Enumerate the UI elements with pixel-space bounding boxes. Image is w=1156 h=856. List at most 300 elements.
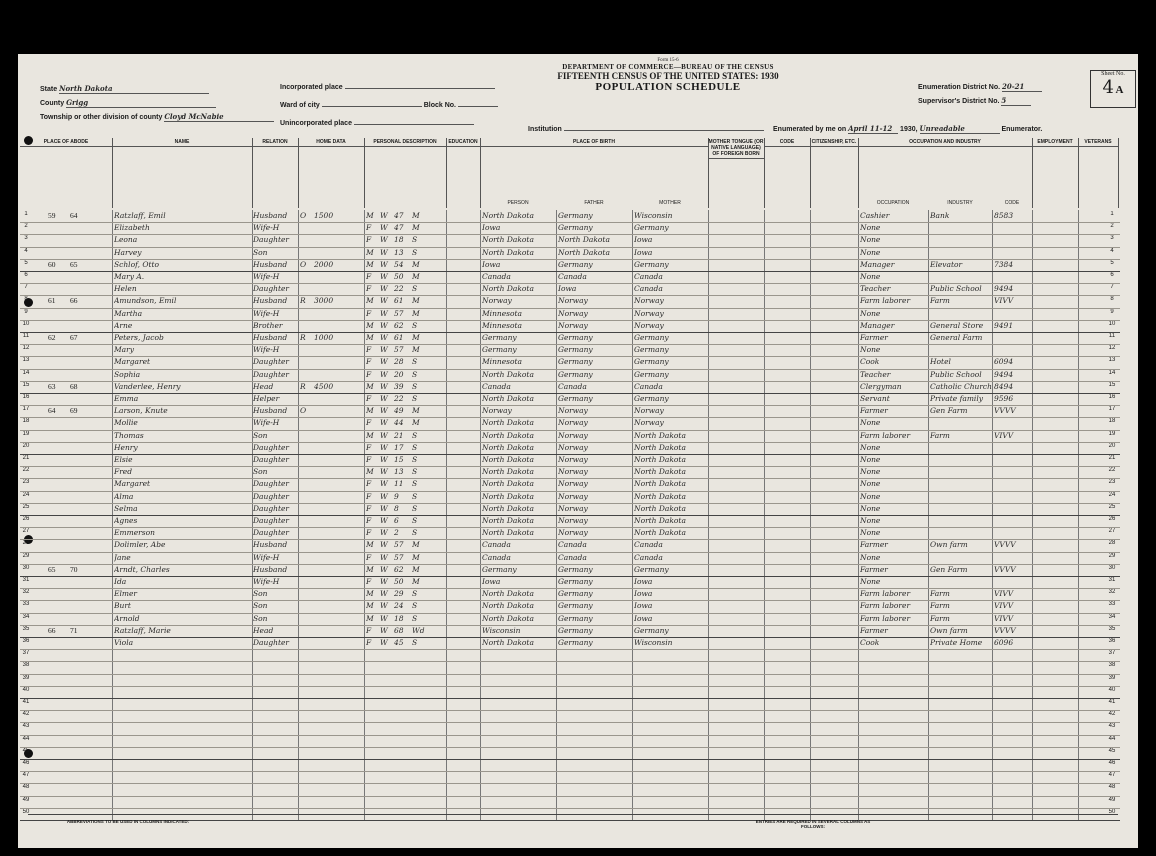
cell-race: W: [380, 418, 388, 428]
cell-n: 8: [24, 296, 28, 303]
cell-age: 39: [394, 381, 404, 391]
cell-fam: 68: [70, 381, 78, 391]
cell-ind: Public School: [930, 369, 982, 379]
cell-pob: North Dakota: [482, 613, 534, 623]
cell-fam: 66: [70, 296, 78, 306]
cell-mpob: Norway: [634, 296, 664, 306]
cell-pob: North Dakota: [482, 491, 534, 501]
cell-rel: Wife-H: [253, 308, 280, 318]
colgroup-label: PLACE OF ABODE: [20, 138, 112, 147]
cell-name: Margaret: [114, 357, 151, 367]
cell-occ: Farmer: [860, 333, 888, 342]
cell-dw: 61: [48, 296, 56, 306]
cell-occ: None: [860, 345, 881, 355]
cell-ind: Catholic Church: [930, 381, 992, 391]
cell-pob: Minnesota: [482, 357, 523, 367]
cell-val: 4500: [314, 381, 334, 391]
cell-mar: S: [412, 381, 418, 391]
cell-race: W: [380, 625, 388, 635]
cell-rel: Daughter: [253, 235, 289, 245]
cell-dw: 65: [48, 564, 56, 574]
cell-n: 46: [22, 760, 30, 766]
cell-line-number-right: 31: [1108, 577, 1116, 583]
cell-pob: Germany: [482, 333, 517, 342]
cell-sex: M: [366, 613, 374, 623]
cell-line-number-right: 35: [1108, 625, 1116, 632]
enumerated-field: [773, 124, 1042, 134]
cell-mpob: Germany: [634, 564, 669, 574]
cell-sex: F: [366, 455, 372, 464]
cell-age: 18: [394, 613, 404, 623]
cell-mar: S: [412, 589, 418, 599]
cell-fam: 64: [70, 211, 78, 220]
cell-line-number-right: 28: [1108, 540, 1116, 547]
cell-n: 13: [22, 357, 30, 364]
cell-dw: 62: [48, 333, 56, 342]
cell-line-number-right: 9: [1110, 308, 1114, 315]
cell-name: Arndt, Charles: [114, 564, 170, 574]
cell-line-number-right: 48: [1108, 784, 1116, 791]
cell-race: W: [380, 589, 388, 599]
cell-n: 36: [22, 638, 30, 644]
cell-ind: Private Home: [930, 638, 983, 647]
cell-occ: Farmer: [860, 564, 888, 574]
institution-field: [528, 126, 764, 133]
cell-sex: F: [366, 223, 372, 233]
cell-pob: Iowa: [482, 259, 501, 269]
cell-ind: Private family: [930, 394, 983, 403]
cell-name: Viola: [114, 638, 134, 647]
cell-race: W: [380, 345, 388, 355]
cell-mar: S: [412, 503, 418, 513]
cell-sex: F: [366, 272, 372, 281]
cell-rel: Son: [253, 247, 268, 257]
cell-pob: North Dakota: [482, 211, 534, 220]
cell-mpob: Norway: [634, 320, 664, 330]
cell-mar: Wd: [412, 625, 425, 635]
cell-name: Mollie: [114, 418, 138, 428]
cell-fpob: Norway: [558, 467, 588, 477]
cell-name: Emma: [114, 394, 139, 403]
cell-mar: M: [412, 296, 420, 306]
cell-race: W: [380, 211, 388, 220]
cell-age: 6: [394, 516, 399, 525]
cell-mar: S: [412, 235, 418, 245]
cell-fpob: Germany: [558, 394, 593, 403]
cell-age: 21: [394, 430, 404, 440]
cell-fpob: Norway: [558, 320, 588, 330]
cell-mar: M: [412, 223, 420, 233]
cell-code: 9494: [994, 369, 1014, 379]
cell-name: Thomas: [114, 430, 144, 440]
cell-mpob: Norway: [634, 308, 664, 318]
cell-sex: M: [366, 211, 374, 220]
cell-val: 2000: [314, 259, 334, 269]
cell-rel: Daughter: [253, 284, 289, 294]
cell-pob: Germany: [482, 345, 517, 355]
cell-n: 32: [22, 589, 30, 596]
cell-occ: None: [860, 308, 881, 318]
cell-line-number-right: 6: [1110, 272, 1114, 278]
enumerated-year: 1930,: [900, 126, 918, 133]
subhead-mother: MOTHER: [659, 200, 681, 206]
cell-pob: Norway: [482, 296, 512, 306]
cell-race: W: [380, 235, 388, 245]
cell-mpob: North Dakota: [634, 491, 686, 501]
cell-fpob: Canada: [558, 272, 587, 281]
cell-age: 22: [394, 394, 404, 403]
cell-age: 11: [394, 479, 404, 489]
cell-mpob: North Dakota: [634, 528, 686, 538]
cell-mar: S: [412, 613, 418, 623]
cell-n: 7: [24, 284, 28, 291]
cell-rel: Son: [253, 613, 268, 623]
abbrev-note: ABBREVIATIONS TO BE USED IN COLUMNS INDICATED:: [66, 819, 190, 824]
cell-line-number-right: 2: [1110, 223, 1114, 230]
cell-sex: F: [366, 638, 372, 647]
cell-sex: M: [366, 247, 374, 257]
cell-line-number-right: 5: [1110, 259, 1114, 266]
cell-n: 39: [22, 674, 30, 681]
cell-occ: None: [860, 552, 881, 562]
cell-n: 29: [22, 552, 30, 559]
col-veterans: [1078, 138, 1119, 208]
cell-fpob: Germany: [558, 564, 593, 574]
cell-rel: Husband: [253, 564, 288, 574]
cell-age: 18: [394, 235, 404, 245]
cell-mar: M: [412, 259, 420, 269]
cell-fpob: North Dakota: [558, 235, 610, 245]
cell-occ: None: [860, 223, 881, 233]
col-citizenship: [810, 138, 859, 208]
supervisor-field: [918, 96, 1031, 106]
cell-race: W: [380, 247, 388, 257]
cell-line-number-right: 38: [1108, 662, 1116, 669]
cell-code: VVVV: [994, 540, 1016, 550]
cell-age: 57: [394, 540, 404, 550]
cell-occ: Farmer: [860, 406, 888, 416]
cell-name: Amundson, Emil: [114, 296, 177, 306]
ward-value: [322, 106, 422, 107]
cell-age: 61: [394, 296, 404, 306]
cell-mpob: North Dakota: [634, 467, 686, 477]
cell-name: Peters, Jacob: [114, 333, 164, 342]
cell-mar: M: [412, 272, 420, 281]
cell-mpob: Canada: [634, 540, 663, 550]
cell-code: 8583: [994, 211, 1014, 220]
cell-n: 9: [24, 308, 28, 315]
cell-mar: S: [412, 357, 418, 367]
cell-name: Henry: [114, 442, 138, 452]
colgroup-label: EDUCATION: [446, 138, 480, 147]
cell-line-number-right: 40: [1108, 686, 1116, 693]
cell-fpob: Norway: [558, 308, 588, 318]
cell-sex: F: [366, 394, 372, 403]
cell-occ: None: [860, 418, 881, 428]
cell-mar: S: [412, 491, 418, 501]
cell-occ: Farmer: [860, 625, 888, 635]
cell-line-number-right: 26: [1108, 516, 1116, 522]
cell-n: 3: [24, 235, 28, 242]
cell-pob: Canada: [482, 272, 511, 281]
cell-fpob: Norway: [558, 418, 588, 428]
cell-sex: M: [366, 467, 374, 477]
cell-fpob: Germany: [558, 369, 593, 379]
cell-name: Elizabeth: [114, 223, 150, 233]
cell-mar: S: [412, 479, 418, 489]
cell-name: Martha: [114, 308, 143, 318]
cell-race: W: [380, 491, 388, 501]
cell-n: 37: [22, 650, 30, 657]
cell-sex: M: [366, 381, 374, 391]
cell-mpob: Germany: [634, 345, 669, 355]
cell-mar: M: [412, 308, 420, 318]
cell-line-number-right: 21: [1108, 455, 1116, 461]
cell-n: 11: [22, 333, 30, 339]
cell-mpob: Norway: [634, 418, 664, 428]
col-occupation: [858, 138, 1033, 208]
cell-pob: North Dakota: [482, 516, 534, 525]
supervisor-label: Supervisor's District No.: [918, 98, 1000, 105]
cell-code: 8494: [994, 381, 1014, 391]
cell-ind: Farm: [930, 613, 950, 623]
cell-mpob: Iowa: [634, 613, 653, 623]
cell-occ: Servant: [860, 394, 890, 403]
cell-pob: Minnesota: [482, 308, 523, 318]
cell-rel: Wife-H: [253, 577, 280, 586]
cell-rel: Daughter: [253, 442, 289, 452]
cell-home: O: [300, 211, 307, 220]
cell-fam: 70: [70, 564, 78, 574]
cell-line-number-right: 46: [1108, 760, 1116, 766]
cell-n: 30: [22, 564, 30, 571]
cell-sex: F: [366, 357, 372, 367]
cell-sex: M: [366, 564, 374, 574]
cell-pob: North Dakota: [482, 284, 534, 294]
cell-n: 23: [22, 479, 30, 486]
cell-rel: Wife-H: [253, 552, 280, 562]
enum-district-field: [918, 82, 1042, 92]
cell-age: 47: [394, 223, 404, 233]
cell-ind: Farm: [930, 601, 950, 611]
cell-mpob: Iowa: [634, 589, 653, 599]
cell-n: 22: [22, 467, 30, 474]
cell-dw: 64: [48, 406, 56, 416]
unincorporated-value: [354, 124, 474, 125]
cell-pob: North Dakota: [482, 479, 534, 489]
cell-line-number-right: 47: [1108, 772, 1116, 779]
cell-name: Burt: [114, 601, 131, 611]
cell-home: R: [300, 296, 306, 306]
cell-dw: 60: [48, 259, 56, 269]
cell-mar: S: [412, 442, 418, 452]
block-value: [458, 106, 498, 107]
cell-rel: Wife-H: [253, 418, 280, 428]
cell-age: 29: [394, 589, 404, 599]
cell-race: W: [380, 442, 388, 452]
cell-age: 57: [394, 308, 404, 318]
cell-line-number-right: 23: [1108, 479, 1116, 486]
county-value: Grigg: [66, 98, 216, 108]
cell-fpob: Norway: [558, 516, 588, 525]
cell-line-number-right: 22: [1108, 467, 1116, 474]
cell-sex: F: [366, 418, 372, 428]
cell-pob: North Dakota: [482, 638, 534, 647]
cell-fam: 69: [70, 406, 78, 416]
cell-name: Mary A.: [114, 272, 145, 281]
cell-race: W: [380, 381, 388, 391]
cell-n: 19: [22, 430, 30, 437]
cell-mpob: Canada: [634, 552, 663, 562]
township-label: Township or other division of county: [40, 114, 163, 121]
cell-name: Ratzlaff, Emil: [114, 211, 166, 220]
cell-code: 7384: [994, 259, 1014, 269]
subhead-industry: INDUSTRY: [947, 200, 973, 206]
cell-sex: F: [366, 345, 372, 355]
cell-line-number-right: 7: [1110, 284, 1114, 291]
cell-race: W: [380, 357, 388, 367]
cell-ind: Farm: [930, 589, 950, 599]
cell-age: 50: [394, 577, 404, 586]
cell-pob: North Dakota: [482, 442, 534, 452]
cell-occ: None: [860, 467, 881, 477]
cell-rel: Wife-H: [253, 223, 280, 233]
cell-line-number-right: 10: [1108, 320, 1116, 327]
township-value: Cloyd McNabie: [164, 112, 274, 122]
cell-line-number-right: 42: [1108, 711, 1116, 718]
cell-n: 43: [22, 723, 30, 730]
cell-sex: M: [366, 333, 374, 342]
cell-occ: Clergyman: [860, 381, 902, 391]
cell-n: 1: [24, 211, 28, 217]
cell-race: W: [380, 296, 388, 306]
cell-dw: 63: [48, 381, 56, 391]
subhead-father: FATHER: [584, 200, 604, 206]
cell-mar: S: [412, 284, 418, 294]
cell-sex: F: [366, 235, 372, 245]
cell-occ: None: [860, 503, 881, 513]
enumerated-date: April 11-12: [848, 124, 898, 134]
incorporated-label: Incorporated place: [280, 84, 343, 91]
cell-n: 45: [22, 747, 30, 754]
cell-fpob: Norway: [558, 455, 588, 464]
cell-mar: M: [412, 211, 420, 220]
cell-occ: None: [860, 442, 881, 452]
cell-line-number-right: 19: [1108, 430, 1116, 437]
colgroup-label: RELATION: [252, 138, 298, 147]
cell-code: VVVV: [994, 625, 1016, 635]
cell-mar: S: [412, 320, 418, 330]
cell-n: 40: [22, 686, 30, 693]
cell-age: 24: [394, 601, 404, 611]
cell-sex: F: [366, 528, 372, 538]
colgroup-label: OCCUPATION AND INDUSTRY: [858, 138, 1032, 147]
cell-fpob: Germany: [558, 357, 593, 367]
cell-line-number-right: 33: [1108, 601, 1116, 608]
cell-name: Sophia: [114, 369, 141, 379]
cell-line-number-right: 49: [1108, 796, 1116, 803]
cell-race: W: [380, 467, 388, 477]
cell-rel: Husband: [253, 333, 288, 342]
col-place-of-abode: [20, 138, 113, 208]
cell-mpob: Iowa: [634, 247, 653, 257]
cell-mar: M: [412, 577, 420, 586]
cell-ind: Own farm: [930, 625, 968, 635]
cell-pob: North Dakota: [482, 455, 534, 464]
cell-rel: Daughter: [253, 479, 289, 489]
cell-mpob: Germany: [634, 357, 669, 367]
cell-n: 42: [22, 711, 30, 718]
cell-mar: S: [412, 528, 418, 538]
col-personal: [364, 138, 447, 208]
cell-mpob: North Dakota: [634, 516, 686, 525]
cell-pob: Canada: [482, 552, 511, 562]
cell-pob: North Dakota: [482, 528, 534, 538]
enumerated-label: Enumerated by me on: [773, 126, 847, 133]
cell-n: 2: [24, 223, 28, 230]
subhead-person: PERSON: [507, 200, 529, 206]
state-value: North Dakota: [59, 84, 209, 94]
cell-sex: M: [366, 540, 374, 550]
cell-ind: Public School: [930, 284, 982, 294]
cell-mpob: Iowa: [634, 601, 653, 611]
cell-code: VVVV: [994, 564, 1016, 574]
cell-line-number-right: 11: [1108, 333, 1116, 339]
county-label: County: [40, 100, 65, 107]
cell-fpob: Norway: [558, 430, 588, 440]
cell-sex: F: [366, 284, 372, 294]
cell-mar: S: [412, 394, 418, 403]
cell-age: 2: [394, 528, 399, 538]
cell-fpob: Norway: [558, 491, 588, 501]
state-field: [40, 84, 209, 94]
cell-n: 48: [22, 784, 30, 791]
incorporated-value: [345, 88, 495, 89]
cell-fpob: North Dakota: [558, 247, 610, 257]
cell-mar: M: [412, 418, 420, 428]
cell-fpob: Germany: [558, 211, 593, 220]
cell-name: Margaret: [114, 479, 151, 489]
cell-n: 12: [22, 345, 30, 352]
cell-rel: Daughter: [253, 503, 289, 513]
cell-occ: Farm laborer: [860, 430, 911, 440]
cell-occ: Cook: [860, 638, 880, 647]
cell-pob: Canada: [482, 381, 511, 391]
cell-name: Selma: [114, 503, 138, 513]
cell-pob: North Dakota: [482, 467, 534, 477]
cell-name: Ida: [114, 577, 127, 586]
cell-home: R: [300, 381, 306, 391]
cell-fpob: Germany: [558, 223, 593, 233]
cell-fpob: Norway: [558, 442, 588, 452]
cell-sex: F: [366, 308, 372, 318]
cell-name: Elmer: [114, 589, 138, 599]
cell-code: 6094: [994, 357, 1014, 367]
cell-occ: None: [860, 235, 881, 245]
cell-name: Elsie: [114, 455, 133, 464]
cell-rel: Helper: [253, 394, 280, 403]
cell-ind: Elevator: [930, 259, 963, 269]
county-field: [40, 98, 216, 108]
cell-race: W: [380, 320, 388, 330]
cell-line-number-right: 29: [1108, 552, 1116, 559]
cell-ind: Gen Farm: [930, 564, 968, 574]
enum-district-label: Enumeration District No.: [918, 84, 1001, 91]
cell-n: 49: [22, 796, 30, 803]
cell-race: W: [380, 601, 388, 611]
cell-race: W: [380, 479, 388, 489]
cell-val: 3000: [314, 296, 334, 306]
